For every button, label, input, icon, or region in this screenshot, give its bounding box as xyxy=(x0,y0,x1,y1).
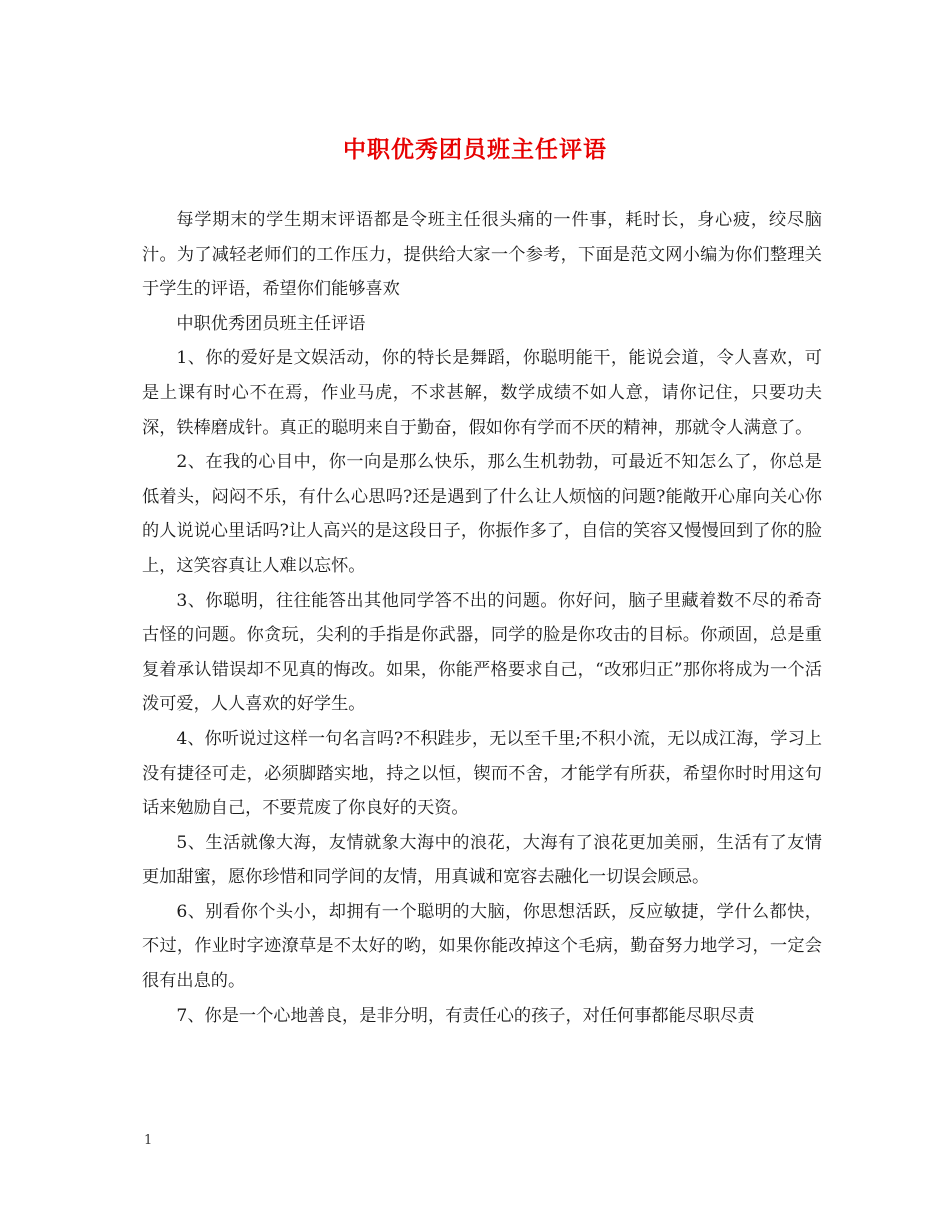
page-number: 1 xyxy=(144,1133,153,1148)
comment-paragraph-7: 7、你是一个心地善良，是非分明，有责任心的孩子，对任何事都能尽职尽责 xyxy=(176,1005,755,1026)
comment-paragraph-4: 4、你听说过这样一句名言吗?不积跬步，无以至千里;不积小流，无以成江海，学习上没有捷径可走，必须脚踏实地，持之以恒，锲而不舍，才能学有所获，希望你时时用这句话来勉励自己，不要荒废了你良好的天资。 xyxy=(142,728,822,819)
comment-paragraph-3: 3、你聪明，往往能答出其他同学答不出的问题。你好问，脑子里藏着数不尽的希奇古怪的问题。你贪玩，尖利的手指是你武器，同学的脸是你攻击的目标。你顽固，总是重复着承认错误却不见真的悔改。如果，你能严格要求自己，“改邪归正”那你将成为一个活泼可爱，人人喜欢的好学生。 xyxy=(142,590,822,715)
section-heading: 中职优秀团员班主任评语 xyxy=(176,313,366,334)
comment-paragraph-6: 6、别看你个头小，却拥有一个聪明的大脑，你思想活跃，反应敏捷，学什么都快，不过，作业时字迹潦草是不太好的哟，如果你能改掉这个毛病，勤奋努力地学习，一定会很有出息的。 xyxy=(142,901,822,992)
comment-paragraph-5: 5、生活就像大海，友情就象大海中的浪花，大海有了浪花更加美丽，生活有了友情更加甜蜜，愿你珍惜和同学间的友情，用真诚和宽容去融化一切误会顾忌。 xyxy=(142,832,822,888)
comment-paragraph-1: 1、你的爱好是文娱活动，你的特长是舞蹈，你聪明能干，能说会道，令人喜欢，可是上课有时心不在焉，作业马虎，不求甚解，数学成绩不如人意，请你记住，只要功夫深，铁棒磨成针。真正的聪明来自于勤奋，假如你有学而不厌的精神，那就令人满意了。 xyxy=(142,348,822,438)
document-title: 中职优秀团员班主任评语 xyxy=(343,136,607,163)
intro-paragraph: 每学期末的学生期末评语都是令班主任很头痛的一件事，耗时长，身心疲，绞尽脑汁。为了减轻老师们的工作压力，提供给大家一个参考，下面是范文网小编为你们整理关于学生的评语，希望你们能够喜欢 xyxy=(142,210,822,300)
comment-paragraph-2: 2、在我的心目中，你一向是那么快乐，那么生机勃勃，可最近不知怎么了，你总是低着头，闷闷不乐，有什么心思吗?还是遇到了什么让人烦恼的问题?能敞开心扉向关心你的人说说心里话吗?让人高兴的是这段日子，你振作多了，自信的笑容又慢慢回到了你的脸上，这笑容真让人难以忘怀。 xyxy=(142,452,822,576)
document-body xyxy=(142,203,822,1033)
